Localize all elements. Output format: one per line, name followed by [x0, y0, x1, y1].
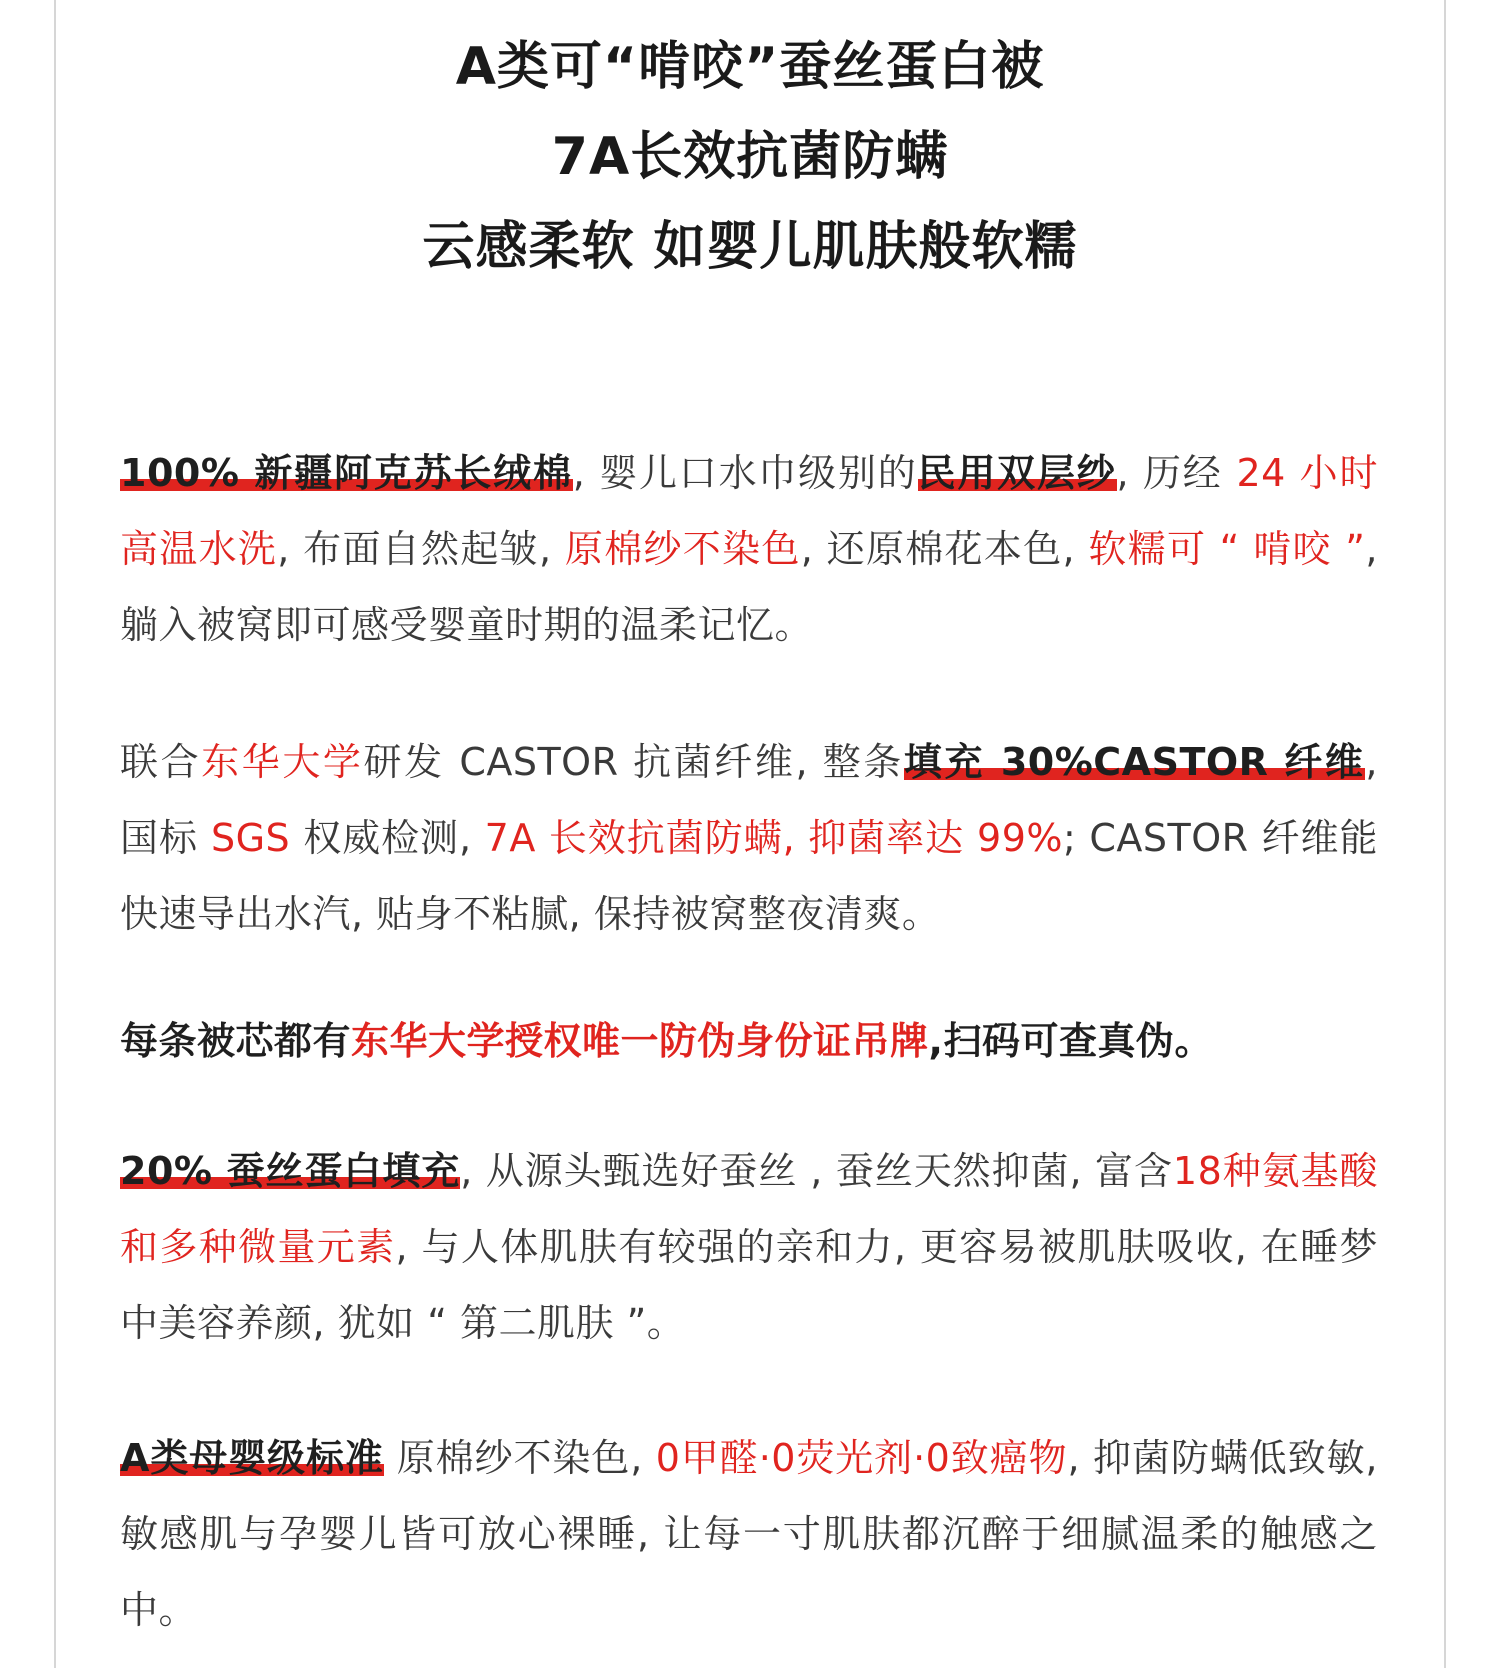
- text-span: , 国标: [120, 740, 1378, 860]
- highlight-silk: 20% 蚕丝蛋白填充: [120, 1149, 461, 1193]
- text-span: , 抑菌防螨低致敏, 敏感肌与孕婴儿皆可放心裸睡, 让每一寸肌肤都沉醉于细腻温柔的触感之中。: [120, 1436, 1378, 1632]
- highlight-cotton: 100% 新疆阿克苏长绒棉: [120, 451, 573, 495]
- red-text-soft: 软糯可 “ 啃咬 ”: [1088, 527, 1366, 571]
- text-span: , 从源头甄选好蚕丝 , 蚕丝天然抑菌, 富含: [460, 1149, 1173, 1193]
- red-text-zero: 0甲醛·0荧光剂·0致癌物: [655, 1436, 1068, 1480]
- bold-text: ,扫码可查真伪。: [928, 1019, 1213, 1063]
- red-text-sgs: SGS: [210, 816, 291, 860]
- text-span: , 与人体肌肤有较强的亲和力, 更容易被肌肤吸收, 在睡梦中美容养颜, 犹如 “ 第二肌肤 ”。: [120, 1225, 1378, 1345]
- bold-red-tag: 东华大学授权唯一防伪身份证吊牌: [351, 1019, 929, 1063]
- paragraph-castor: [120, 724, 1378, 952]
- paragraph-tag: [120, 1003, 1378, 1079]
- red-text-amino: 18种氨基酸和多种微量元素: [120, 1149, 1379, 1269]
- text-span: 权威检测,: [290, 816, 485, 860]
- hero-line-1: A类可“啃咬”蚕丝蛋白被: [455, 37, 1045, 97]
- red-text-antibacterial: 7A 长效抗菌防螨, 抑菌率达 99%: [484, 816, 1064, 860]
- paragraph-standard: [120, 1420, 1378, 1648]
- text-span: ; CASTOR 纤维能快速导出水汽, 贴身不粘腻, 保持被窝整夜清爽。: [120, 816, 1378, 936]
- red-text-university: 东华大学: [201, 740, 364, 784]
- highlight-double-gauze: 民用双层纱: [917, 451, 1117, 495]
- red-text-undyed: 原棉纱不染色: [564, 527, 801, 571]
- text-span: 原棉纱不染色,: [383, 1436, 656, 1480]
- text-span: , 躺入被窝即可感受婴童时期的温柔记忆。: [120, 527, 1378, 647]
- paragraph-cotton: [120, 435, 1378, 663]
- text-span: , 历经: [1116, 451, 1237, 495]
- bold-text: 每条被芯都有: [120, 1019, 352, 1063]
- text-span: 研发 CASTOR 抗菌纤维, 整条: [363, 740, 904, 784]
- highlight-standard: A类母婴级标准: [120, 1436, 384, 1480]
- red-text-wash: 24 小时高温水洗: [120, 451, 1378, 571]
- hero-line-3: 云感柔软 如婴儿肌肤般软糯: [422, 217, 1078, 277]
- paragraph-silk: [120, 1133, 1378, 1361]
- text-span: , 布面自然起皱,: [277, 527, 565, 571]
- text-span: , 还原棉花本色,: [800, 527, 1089, 571]
- hero-title: [0, 22, 1500, 292]
- highlight-castor-fill: 填充 30%CASTOR 纤维: [903, 740, 1366, 784]
- text-span: 联合: [120, 740, 202, 784]
- text-span: , 婴儿口水巾级别的: [572, 451, 918, 495]
- hero-line-2: 7A长效抗菌防螨: [551, 127, 949, 187]
